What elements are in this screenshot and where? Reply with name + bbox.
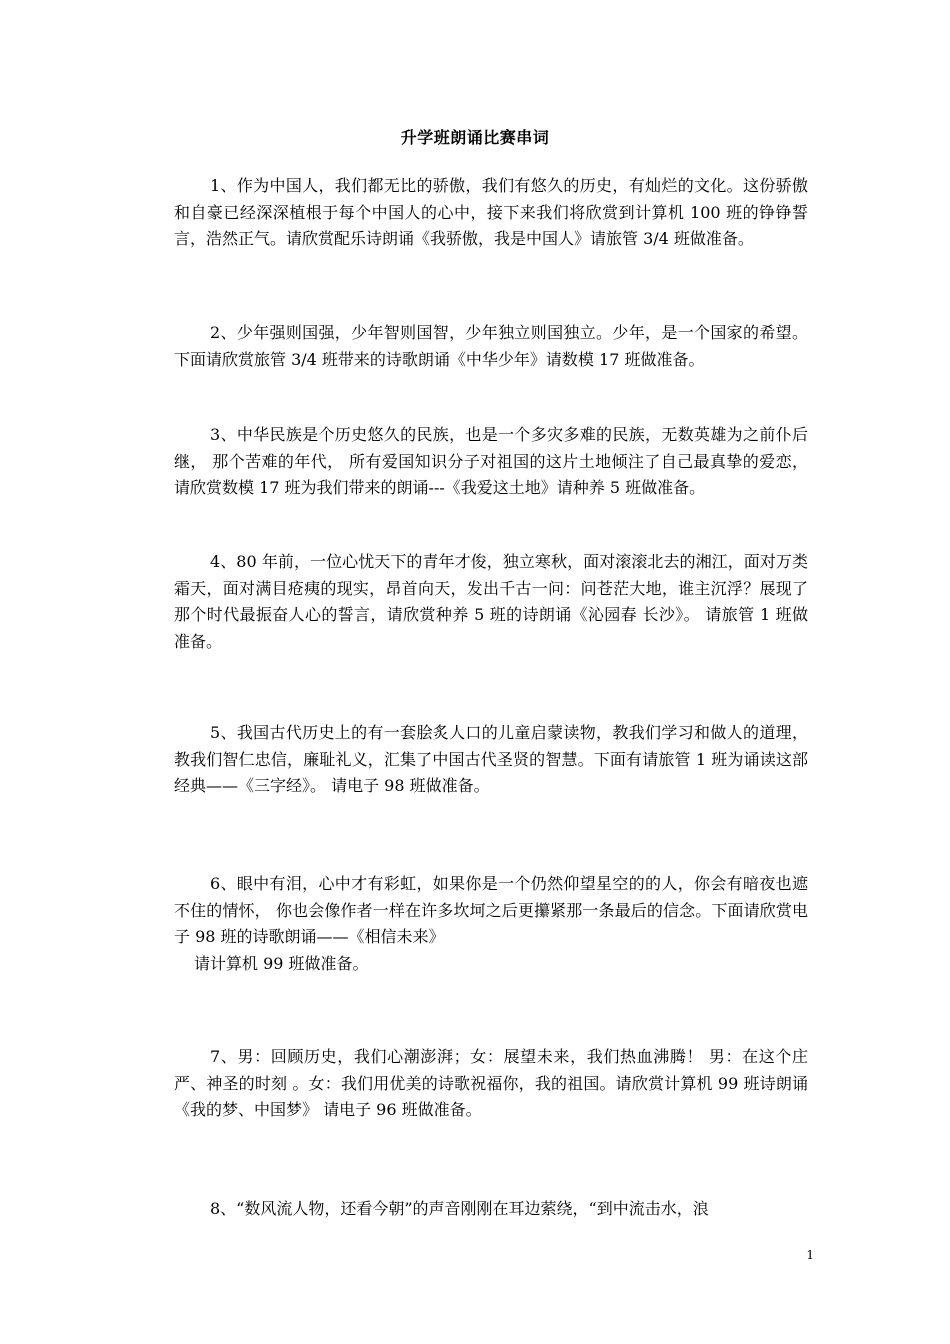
paragraph-3: 3、中华民族是个历史悠久的民族，也是一个多灾多难的民族，无数英雄为之前仆后继， 那个苦难的年代， 所有爱国知识分子对祖国的这片土地倾注了自己最真挚的爱恋，请欣赏数模 17 班为我们带来的朗诵---《我爱这土地》请种养 5 班做准备。: [174, 425, 808, 497]
paragraph-6-body: 6、眼中有泪，心中才有彩虹，如果你是一个仍然仰望星空的的人，你会有暗夜也遮不住的情怀， 你也会像作者一样在许多坎坷之后更攥紧那一条最后的信念。下面请欣赏电子 98 班的诗歌朗诵——《相信未来》: [174, 874, 808, 946]
paragraph-4: 4、80 年前，一位心忧天下的青年才俊，独立寒秋，面对滚滚北去的湘江，面对万类霜天，面对满目疮痍的现实，昂首向天，发出千古一问：问苍茫大地，谁主沉浮？展现了那个时代最振奋人心的誓言，请欣赏种养 5 班的诗朗诵《沁园春 长沙》。 请旅管 1 班做准备。: [174, 552, 808, 651]
paragraph-6: [174, 871, 808, 977]
paragraph-1: 1、作为中国人，我们都无比的骄傲，我们有悠久的历史，有灿烂的文化。这份骄傲和自豪已经深深植根于每个中国人的心中，接下来我们将欣赏到计算机 100 班的铮铮誓言，浩然正气。请欣赏配乐诗朗诵《我骄傲，我是中国人》请旅管 3/4 班做准备。: [174, 176, 808, 248]
paragraph-8: 8、“数风流人物，还看今朝”的声音刚刚在耳边萦绕，“到中流击水，浪: [210, 1199, 709, 1218]
document-title: 升学班朗诵比赛串词: [400, 128, 550, 147]
page-number: 1: [806, 1248, 814, 1262]
paragraph-5: 5、我国古代历史上的有一套脍炙人口的儿童启蒙读物，教我们学习和做人的道理，教我们智仁忠信，廉耻礼义，汇集了中国古代圣贤的智慧。下面有请旅管 1 班为诵读这部经典——《三字经》。 请电子 98 班做准备。: [174, 723, 808, 795]
paragraph-7: 7、男：回顾历史，我们心潮澎湃；女：展望未来，我们热血沸腾！ 男：在这个庄严、神圣的时刻 。女：我们用优美的诗歌祝福你，我的祖国。请欣赏计算机 99 班诗朗诵《我的梦、中国梦》 请电子 96 班做准备。: [174, 1047, 808, 1119]
paragraph-2: 2、少年强则国强，少年智则国智，少年独立则国独立。少年，是一个国家的希望。下面请欣赏旅管 3/4 班带来的诗歌朗诵《中华少年》请数模 17 班做准备。: [174, 323, 808, 369]
paragraph-6-tail: 请计算机 99 班做准备。: [194, 953, 369, 973]
